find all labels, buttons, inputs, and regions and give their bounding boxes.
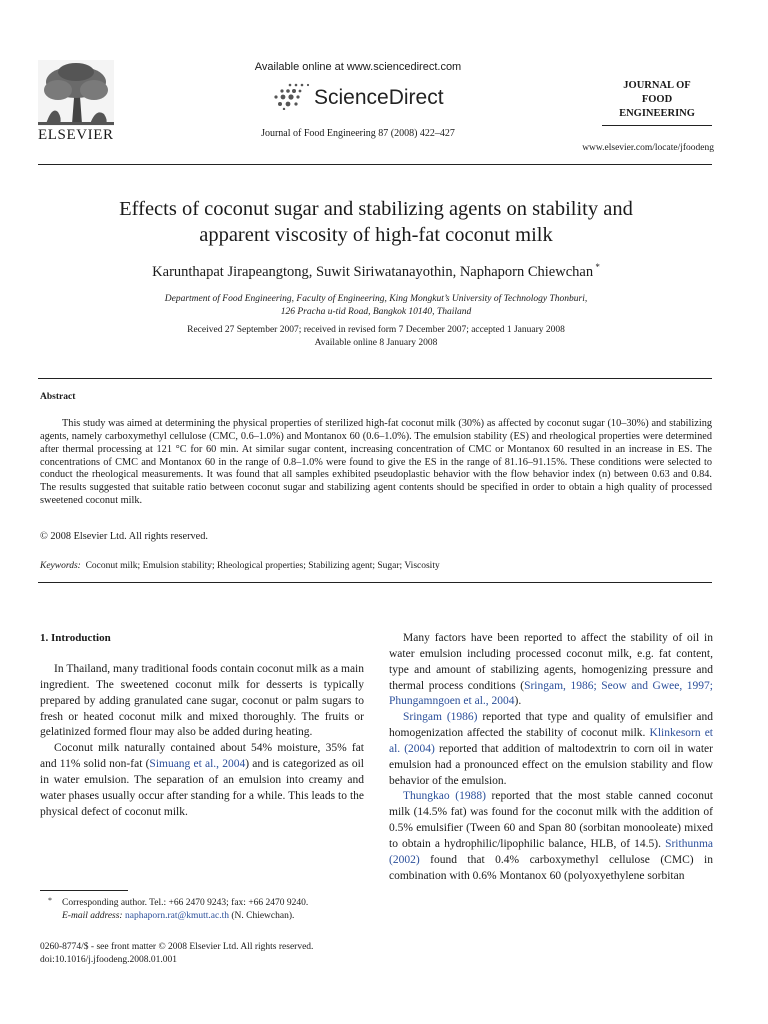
footnote-mark: * bbox=[48, 896, 52, 905]
abstract-text: This study was aimed at determining the physical properties of sterilized high-fat coconut milk (30%) as affected by coconut sugar (10–30%) and stabilizing agents, namely carboxymethyl cellulose (CMC, 0.6–1.0%) and Montanox 60 (0.6–1.0%). The emulsion stability (ES) and rheological properties were determined after thermal processing at 121 °C for 60 min. At similar sugar content, increasing concentration of CMC or Montanox 60 resulted in an increase in ES. The concentrations of CMC and Montanox 60 in the range of 0.8–1.0% were found to give the ES in the range of 81.16–91.15%. These conditions were selected to conduct the rheological measurements. It was found that all samples exhibited pseudoplastic behavior with the flow behavior index (n) between 0.63 and 0.84. The results suggested that suitable ratio between coconut sugar and stabilizing agent contents should be specified in order to obtain a high quality of processed sweetened coconut milk. bbox=[40, 418, 712, 507]
section-heading-introduction: 1. Introduction bbox=[40, 632, 111, 644]
paragraph-text: Many factors have been reported to affect the stability of oil in water emulsion including processed coconut milk, e.g. fat content, type and amount of stabilizing agents, homogenizing pressure and thermal process conditions ( bbox=[389, 632, 713, 692]
paragraph-text: reported that type and quality of emulsifier and homogenization affected the stability of coconut milk. bbox=[389, 711, 713, 740]
email-label: E-mail address: bbox=[62, 910, 123, 921]
journal-url[interactable]: www.elsevier.com/locate/jfoodeng bbox=[582, 143, 714, 153]
abstract-divider bbox=[38, 378, 712, 379]
paragraph bbox=[40, 741, 364, 820]
keywords-list: Coconut milk; Emulsion stability; Rheological properties; Stabilizing agent; Sugar; Viscosity bbox=[85, 561, 440, 571]
citation-link[interactable]: Klinkesorn et al. (2004) bbox=[389, 727, 713, 755]
paragraph-text: reported that the most stable canned coconut milk (14.5% fat) was found for the coconut milk with the addition of 0.5% emulsifier (Tween 60 and Span 80 (sorbitan monooleate) mixed to obtain a hydrophilic/lipophilic balance, HLB, of 14.5). bbox=[389, 790, 713, 850]
journal-name-box bbox=[602, 63, 712, 126]
paragraph bbox=[389, 710, 713, 789]
received-dates: Received 27 September 2007; received in revised form 7 December 2007; accepted 1 January 2008 bbox=[187, 325, 565, 335]
journal-name bbox=[602, 79, 712, 121]
paragraph-text: found that 0.4% carboxymethyl cellulose (CMC) in combination with 0.6% Montanox 60 (polyoxyethylene sorbitan bbox=[389, 853, 713, 882]
journal-name-line: JOURNAL OF bbox=[623, 80, 691, 91]
article-title-line: Effects of coconut sugar and stabilizing agents on stability and bbox=[119, 198, 633, 220]
corresponding-author-mark[interactable]: * bbox=[595, 262, 600, 272]
citation-link[interactable]: Srithunma (2002) bbox=[389, 837, 713, 866]
article-title bbox=[40, 196, 712, 248]
journal-name-line: ENGINEERING bbox=[619, 108, 695, 119]
paragraph bbox=[389, 631, 713, 710]
issn-doi bbox=[40, 941, 313, 966]
paragraph-text: ). bbox=[514, 695, 522, 708]
abstract-heading: Abstract bbox=[40, 392, 76, 402]
sciencedirect-wordmark: ScienceDirect bbox=[314, 86, 444, 109]
affiliation-line: 126 Pracha u-tid Road, Bangkok 10140, Thailand bbox=[280, 307, 472, 317]
paragraph-text: Coconut milk naturally contained about 54% moisture, 35% fat and 11% solid non-fat ( bbox=[40, 742, 364, 771]
doi-line[interactable]: doi:10.1016/j.jfoodeng.2008.01.001 bbox=[40, 954, 177, 965]
paragraph-text: reported that addition of maltodextrin to corn oil in water emulsion had a pronounced effect on the emulsion stability and flow behavior of the emulsion. bbox=[389, 742, 713, 787]
keywords-label: Keywords: bbox=[40, 561, 81, 571]
issn-line: 0260-8774/$ - see front matter © 2008 Elsevier Ltd. All rights reserved. bbox=[40, 942, 314, 952]
abstract-copyright: © 2008 Elsevier Ltd. All rights reserved. bbox=[40, 531, 208, 542]
publisher-name: ELSEVIER bbox=[38, 127, 114, 143]
email-link[interactable]: naphaporn.rat@kmutt.ac.th bbox=[124, 910, 229, 921]
footnote bbox=[40, 897, 370, 922]
footnote-email-line bbox=[62, 910, 370, 923]
author-list bbox=[40, 262, 712, 281]
abstract-body bbox=[40, 418, 712, 508]
affiliation bbox=[40, 293, 712, 319]
right-column bbox=[389, 631, 713, 885]
citation-link[interactable]: Simuang et al., 2004 bbox=[149, 758, 246, 771]
citation-link[interactable]: Thungkao (1988) bbox=[403, 790, 486, 803]
keywords-divider bbox=[38, 582, 712, 583]
left-column bbox=[40, 662, 364, 820]
journal-name-line: FOOD bbox=[641, 94, 673, 105]
journal-citation: Journal of Food Engineering 87 (2008) 422–427 bbox=[261, 128, 455, 139]
paragraph: In Thailand, many traditional foods contain coconut milk as a main ingredient. The sweetened coconut milk for desserts is typically prepared by adding granulated cane sugar, coconut or palm sugars to fresh or heated coconut milk and mixed thoroughly. The fruits or gelatinized formed flour may also be added during heating. bbox=[40, 663, 364, 739]
email-suffix: (N. Chiewchan). bbox=[228, 910, 295, 921]
sciencedirect-dots-icon bbox=[270, 82, 310, 110]
sciencedirect-logo bbox=[262, 80, 462, 116]
article-title-line: apparent viscosity of high-fat coconut milk bbox=[199, 224, 553, 246]
article-dates bbox=[40, 324, 712, 350]
citation-link[interactable]: Sringam, 1986; Seow and Gwee, 1997; Phungamngoen et al., 2004 bbox=[389, 679, 713, 708]
keywords bbox=[40, 561, 440, 571]
authors-text: Karunthapat Jirapeangtong, Suwit Siriwatanayothin, Naphaporn Chiewchan bbox=[152, 263, 594, 280]
citation-link[interactable]: Sringam (1986) bbox=[403, 711, 478, 724]
online-date: Available online 8 January 2008 bbox=[314, 338, 438, 348]
paragraph bbox=[389, 789, 713, 884]
available-online-text: Available online at www.sciencedirect.com bbox=[254, 61, 462, 73]
affiliation-line: Department of Food Engineering, Faculty of Engineering, King Mongkut’s University of Technology Thonburi, bbox=[164, 294, 588, 304]
footnote-divider bbox=[40, 890, 128, 891]
header-divider bbox=[38, 164, 712, 165]
footnote-contact: Corresponding author. Tel.: +66 2470 9243; fax: +66 2470 9240. bbox=[62, 898, 309, 908]
paragraph-text: ) and is categorized as oil in water emulsion. The separation of an emulsion into creamy and water phases usually occur after standing for a while. This leads to the physical defect of coconut milk. bbox=[40, 758, 364, 818]
